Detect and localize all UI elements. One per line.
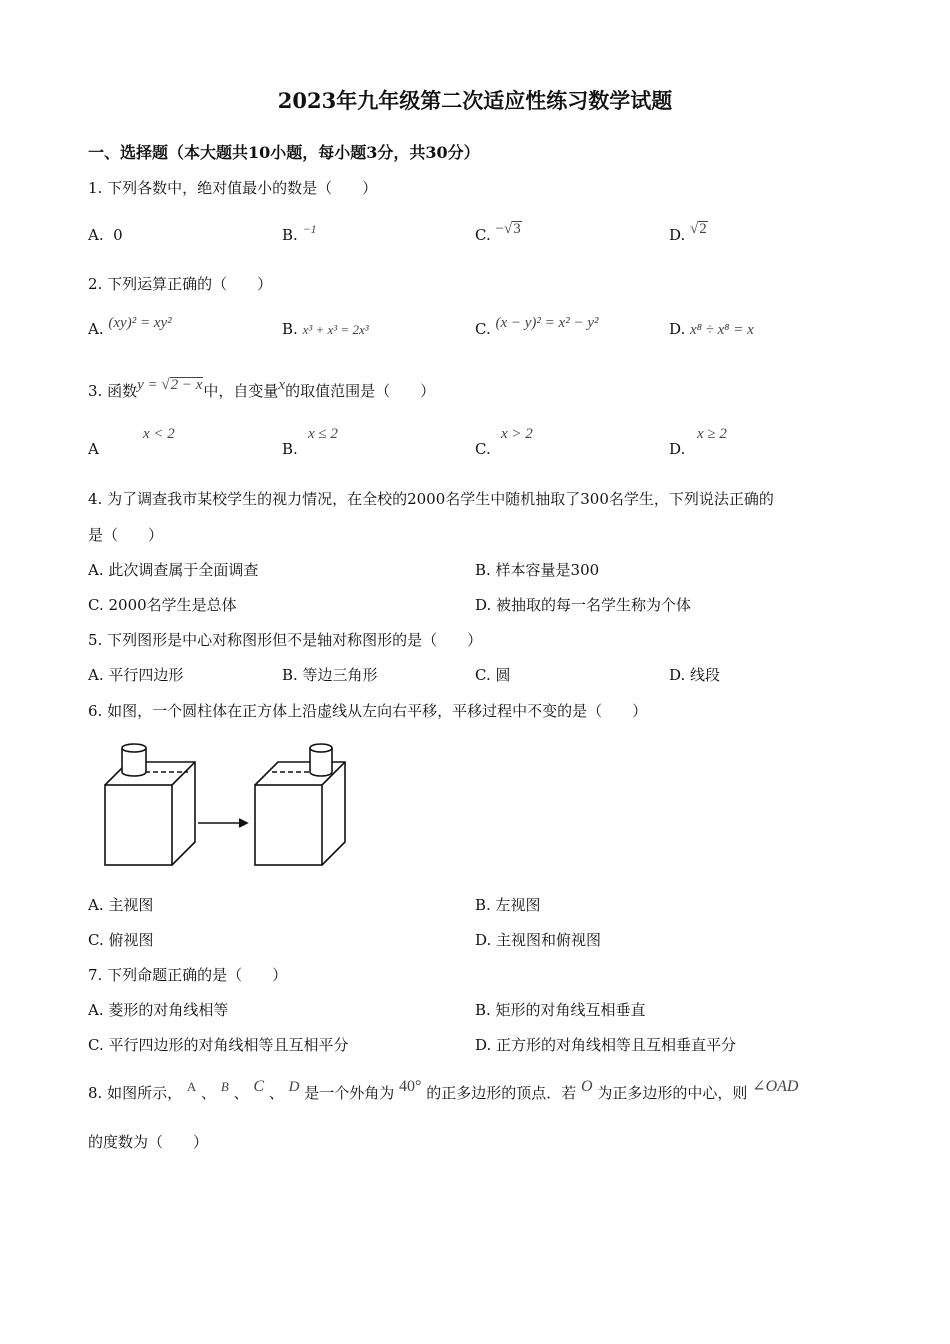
option-label: A. [88, 226, 104, 244]
left-cylinder [122, 744, 146, 776]
q5-option-a: A. 平行四边形 [88, 666, 184, 684]
question-1-stem: 1. 下列各数中，绝对值最小的数是（ ） [88, 179, 378, 197]
q2-option-c: C. (x − y)² = x² − y² [475, 315, 599, 338]
right-cube [255, 762, 345, 865]
question-6-stem: 6. 如图，一个圆柱体在正方体上沿虚线从左向右平移，平移过程中不变的是（ ） [88, 702, 648, 720]
question-8-stem-line2: 的度数为（ ） [88, 1133, 209, 1151]
q6-option-d: D. 主视图和俯视图 [475, 931, 602, 949]
option-label: A. [88, 320, 104, 338]
option-label: C. [475, 226, 491, 244]
question-4-stem-line2: 是（ ） [88, 526, 164, 544]
q7-option-c: C. 平行四边形的对角线相等且互相平分 [88, 1036, 349, 1054]
q3-option-b: B. x ≤ 2 [282, 426, 338, 458]
option-label: D. [669, 320, 686, 338]
right-cylinder [310, 744, 332, 776]
q1-option-d: D. √2 [669, 221, 707, 244]
page-title: 2023年九年级第二次适应性练习数学试题 [277, 88, 673, 113]
q1-option-c: C. −√3 [475, 221, 521, 244]
left-cube [105, 762, 195, 865]
q4-option-a: A. 此次调查属于全面调查 [88, 561, 259, 579]
q5-option-d: D. 线段 [669, 666, 721, 684]
option-label: C. [475, 320, 491, 338]
question-8-stem-line1: 8. 如图所示， A 、 B 、 C 、 D 是一个外角为 40° 的正多边形的顶点．若 O 为正多边形的中心，则 ∠OAD [88, 1078, 799, 1102]
q2-option-a: A. (xy)² = xy² [88, 315, 172, 338]
question-5-stem: 5. 下列图形是中心对称图形但不是轴对称图形的是（ ） [88, 631, 483, 649]
option-label: C. [475, 440, 491, 458]
cube-cylinder-figure [100, 740, 360, 870]
q1-option-a: A. 0 [88, 226, 123, 244]
q7-option-d: D. 正方形的对角线相等且互相垂直平分 [475, 1036, 737, 1054]
question-2-stem: 2. 下列运算正确的（ ） [88, 275, 273, 293]
q2-option-b: B. x³ + x³ = 2x³ [282, 320, 369, 338]
q3-option-c: C. x > 2 [475, 426, 533, 458]
section-heading: 一、选择题（本大题共10小题，每小题3分，共30分） [88, 143, 480, 162]
option-label: B. [282, 226, 298, 244]
q2-option-d: D. x⁸ ÷ x⁸ = x [669, 320, 754, 338]
option-label: D. [669, 226, 686, 244]
q4-option-c: C. 2000名学生是总体 [88, 596, 237, 614]
option-label: B. [282, 320, 298, 338]
q5-option-c: C. 圆 [475, 666, 511, 684]
q3-option-d: D. x ≥ 2 [669, 426, 727, 458]
question-3-stem: 3. 函数y = √2 − x中，自变量x的取值范围是（ ） [88, 377, 436, 400]
q6-option-a: A. 主视图 [88, 896, 154, 914]
q4-option-d: D. 被抽取的每一名学生称为个体 [475, 596, 692, 614]
q7-option-b: B. 矩形的对角线互相垂直 [475, 1001, 646, 1019]
q7-option-a: A. 菱形的对角线相等 [88, 1001, 229, 1019]
q6-option-b: B. 左视图 [475, 896, 541, 914]
q6-option-c: C. 俯视图 [88, 931, 154, 949]
question-7-stem: 7. 下列命题正确的是（ ） [88, 966, 288, 984]
option-label: B. [282, 440, 298, 458]
option-label: A [88, 440, 99, 458]
q3-option-a: A x < 2 [88, 426, 175, 458]
q4-option-b: B. 样本容量是300 [475, 561, 600, 579]
q1-option-b: B. $^{-1}$ [282, 222, 317, 244]
q5-option-b: B. 等边三角形 [282, 666, 378, 684]
question-4-stem-line1: 4. 为了调查我市某校学生的视力情况，在全校的2000名学生中随机抽取了300名学生，下列说法正确的 [88, 490, 774, 508]
option-label: D. [669, 440, 686, 458]
